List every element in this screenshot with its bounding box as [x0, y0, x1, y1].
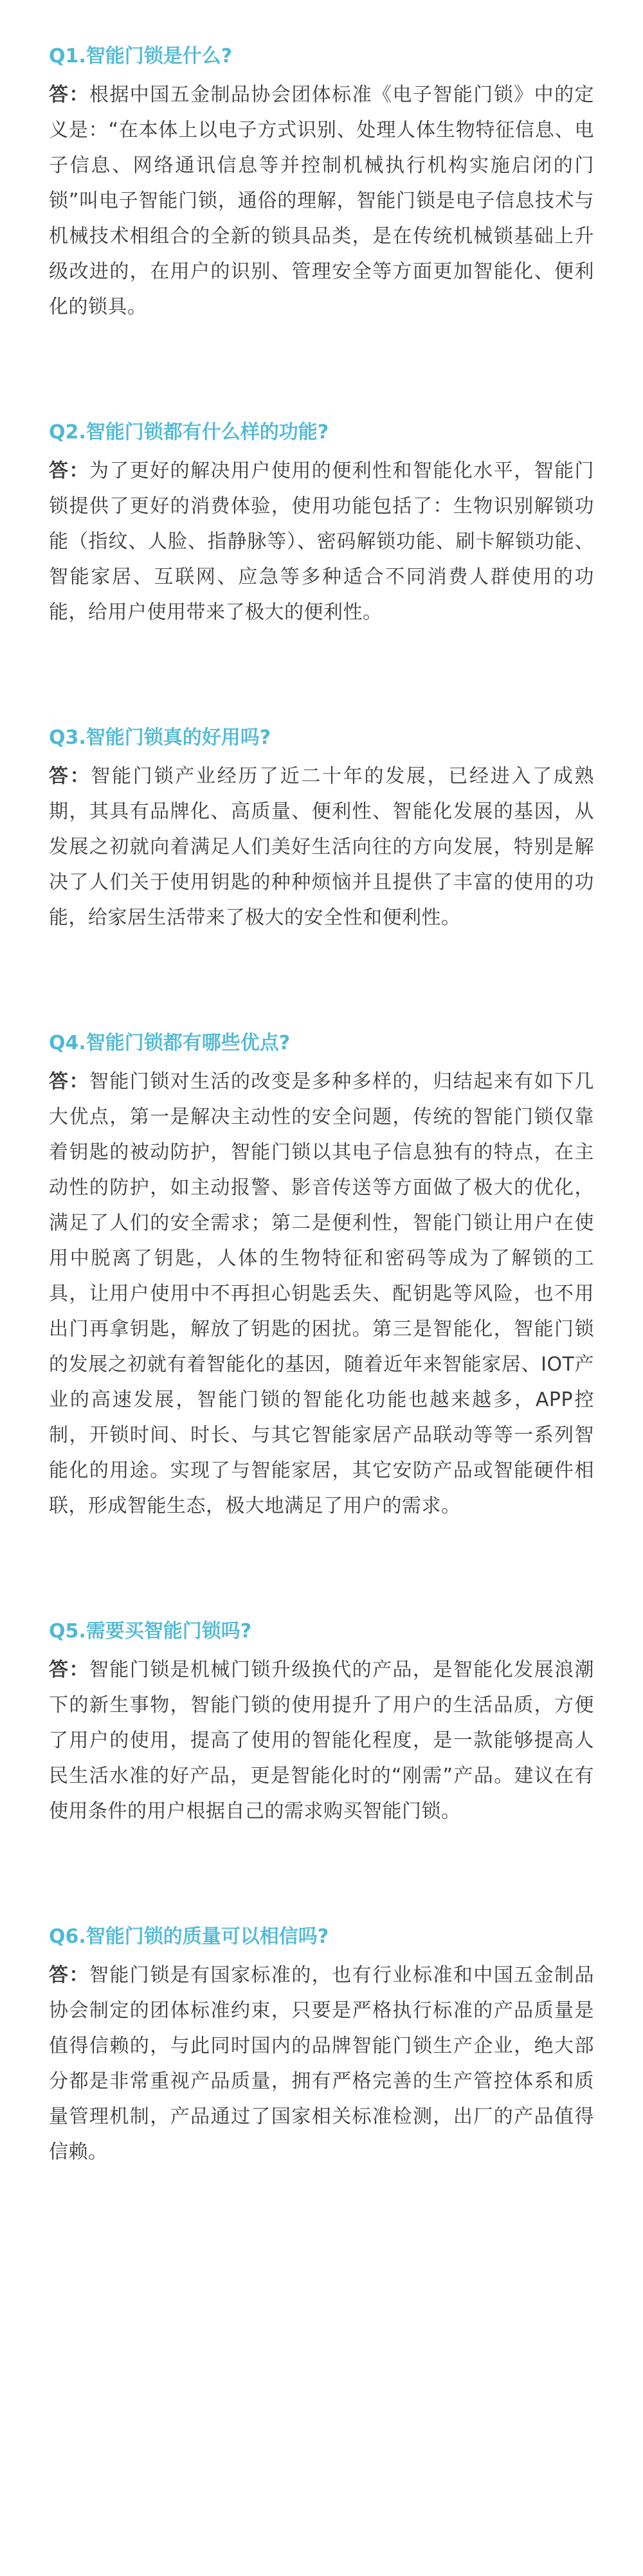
- section-spacer: [49, 1829, 594, 1920]
- question-heading: Q1.智能门锁是什么?: [49, 45, 233, 68]
- section-spacer: [49, 1524, 594, 1615]
- section-spacer: [49, 935, 594, 1027]
- answer-text: [49, 77, 594, 325]
- answer-body: 根据中国五金制品协会团体标准《电子智能门锁》中的定义是：“在本体上以电子方式识别、处理人体生物特征信息、电子信息、网络通讯信息等并控制机械执行机构实施启闭的门锁”叫电子智能门锁，通俗的理解，智能门锁是电子信息技术与机械技术相组合的全新的锁具品类，是在传统机械锁基础上升级改进的，在用户的识别、管理安全等方面更加智能化、便利化的锁具。: [49, 84, 595, 318]
- answer-text: [49, 1652, 594, 1829]
- faq-item-1: [49, 40, 594, 325]
- answer-body: 智能门锁产业经历了近二十年的发展，已经进入了成熟期，其具有品牌化、高质量、便利性、智能化发展的基因，从发展之初就向着满足人们美好生活向往的方向发展，特别是解决了人们关于使用钥匙的种种烦恼并且提供了丰富的使用的功能，给家居生活带来了极大的安全性和便利性。: [49, 765, 595, 929]
- faq-item-5: [49, 1615, 594, 1829]
- answer-body: 智能门锁是有国家标准的，也有行业标准和中国五金制品协会制定的团体标准约束，只要是严格执行标准的产品质量是值得信赖的，与此同时国内的品牌智能门锁生产企业，绝大部分都是非常重视产品质量，拥有严格完善的生产管控体系和质量管理机制，产品通过了国家相关标准检测，出厂的产品值得信赖。: [49, 1964, 595, 2163]
- question-heading: Q6.智能门锁的质量可以相信吗?: [49, 1925, 329, 1948]
- question-heading: Q5.需要买智能门锁吗?: [49, 1620, 252, 1643]
- section-spacer: [49, 325, 594, 416]
- answer-label: 答：: [49, 84, 89, 106]
- answer-label: 答：: [49, 460, 89, 482]
- question-heading: Q3.智能门锁真的好用吗?: [49, 726, 271, 749]
- answer-text: [49, 453, 594, 630]
- answer-text: [49, 1958, 594, 2170]
- section-spacer: [49, 630, 594, 721]
- answer-body: 为了更好的解决用户使用的便利性和智能化水平，智能门锁提供了更好的消费体验，使用功能包括了：生物识别解锁功能（指纹、人脸、指静脉等）、密码解锁功能、刷卡解锁功能、智能家居、互联网、应急等多种适合不同消费人群使用的功能，给用户使用带来了极大的便利性。: [49, 460, 595, 624]
- answer-body: 智能门锁对生活的改变是多种多样的，归结起来有如下几大优点，第一是解决主动性的安全问题，传统的智能门锁仅靠着钥匙的被动防护，智能门锁以其电子信息独有的特点，在主动性的防护，如主动报警、影音传送等方面做了极大的优化，满足了人们的安全需求；第二是便利性，智能门锁让用户在使用中脱离了钥匙，人体的生物特征和密码等成为了解锁的工具，让用户使用中不再担心钥匙丢失、配钥匙等风险，也不用出门再拿钥匙，解放了钥匙的困扰。第三是智能化，智能门锁的发展之初就有着智能化的基因，随着近年来智能家居、IOT产业的高速发展，智能门锁的智能化功能也越来越多，APP控制，开锁时间、时长、与其它智能家居产品联动等等一系列智能化的用途。实现了与智能家居，其它安防产品或智能硬件相联，形成智能生态，极大地满足了用户的需求。: [49, 1070, 595, 1517]
- answer-label: 答：: [49, 765, 91, 788]
- faq-item-3: [49, 721, 594, 935]
- answer-label: 答：: [49, 1659, 89, 1681]
- question-heading: Q4.智能门锁都有哪些优点?: [49, 1032, 291, 1054]
- answer-text: [49, 1064, 594, 1524]
- faq-item-6: [49, 1920, 594, 2170]
- answer-label: 答：: [49, 1070, 89, 1093]
- faq-item-4: [49, 1027, 594, 1524]
- answer-text: [49, 759, 594, 935]
- answer-label: 答：: [49, 1964, 89, 1986]
- question-heading: Q2.智能门锁都有什么样的功能?: [49, 421, 329, 444]
- answer-body: 智能门锁是机械门锁升级换代的产品，是智能化发展浪潮下的新生事物，智能门锁的使用提升了用户的生活品质，方便了用户的使用，提高了使用的智能化程度，是一款能够提高人民生活水准的好产品，更是智能化时的“刚需”产品。建议在有使用条件的用户根据自己的需求购买智能门锁。: [49, 1659, 595, 1823]
- faq-item-2: [49, 416, 594, 630]
